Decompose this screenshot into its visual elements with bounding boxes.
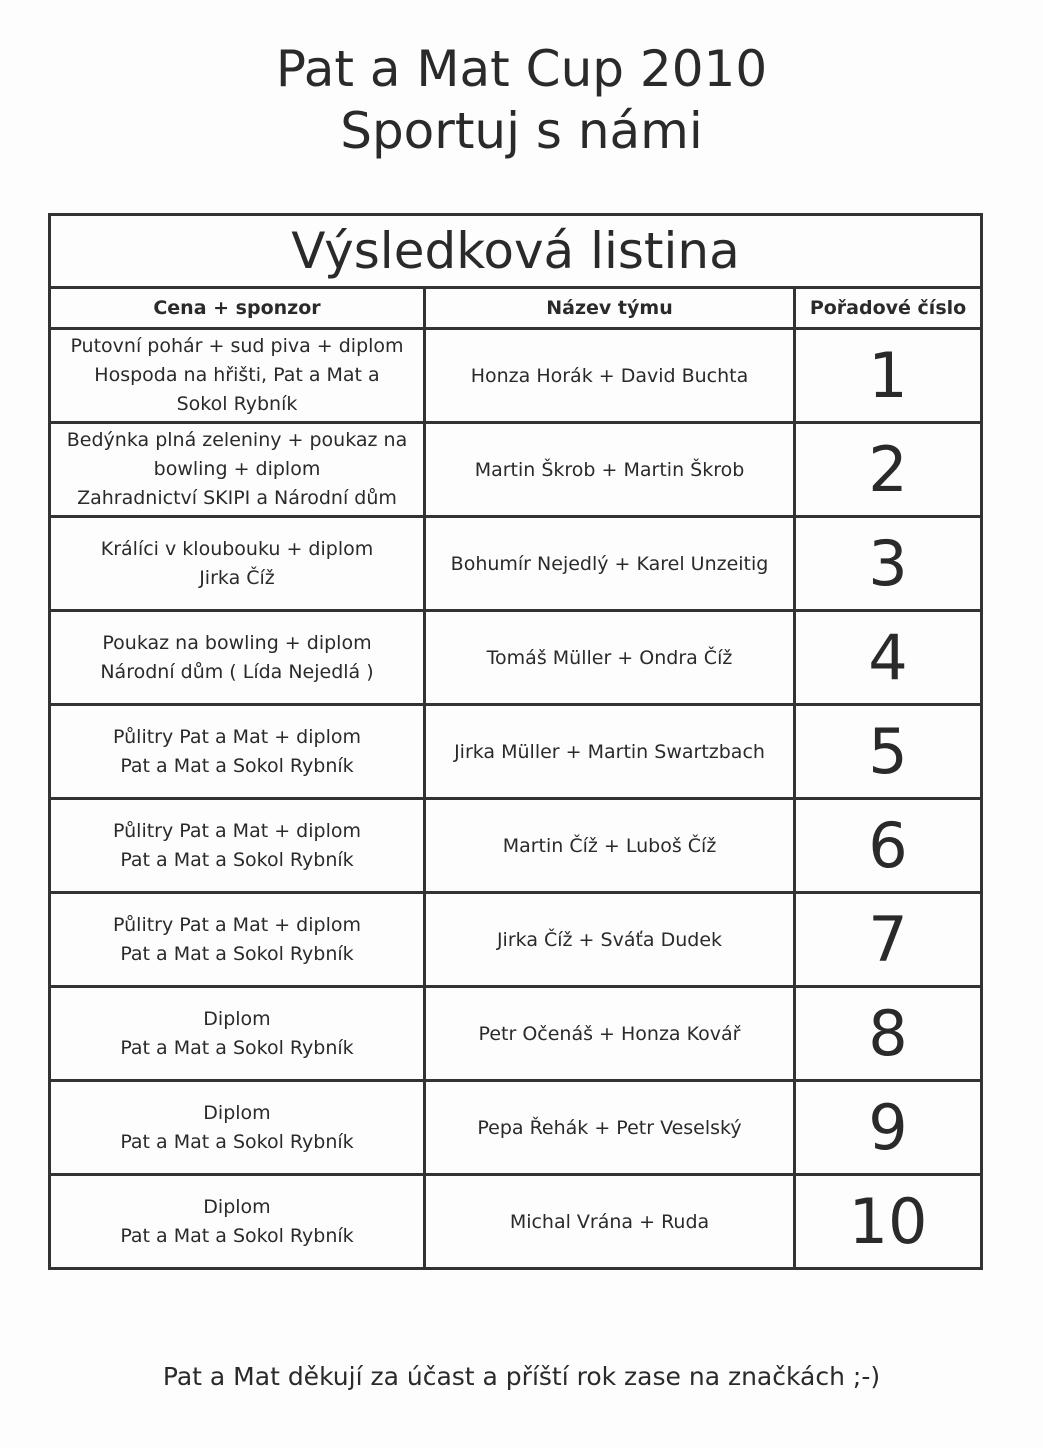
- rank-cell: 10: [795, 1175, 982, 1269]
- prize-line: Zahradnictví SKIPI a Národní dům: [77, 487, 397, 509]
- team-cell: Jirka Číž + Sváťa Dudek: [425, 893, 795, 987]
- results-table: [48, 213, 983, 1270]
- prize-line: Poukaz na bowling + diplom: [102, 631, 372, 654]
- prize-line: Pat a Mat a Sokol Rybník: [120, 1036, 354, 1059]
- prize-line: Půlitry Pat a Mat + diplom: [113, 819, 361, 842]
- table-row: [50, 423, 982, 517]
- header-prize: Cena + sponzor: [50, 288, 425, 329]
- rank-cell: 3: [795, 517, 982, 611]
- header-team: Název týmu: [425, 288, 795, 329]
- table-row: [50, 1175, 982, 1269]
- rank-cell: 7: [795, 893, 982, 987]
- prize-cell: [50, 893, 425, 987]
- prize-cell: [50, 611, 425, 705]
- title-line-1: Pat a Mat Cup 2010: [275, 40, 768, 98]
- table-row: [50, 329, 982, 423]
- team-cell: Pepa Řehák + Petr Veselský: [425, 1081, 795, 1175]
- team-cell: Bohumír Nejedlý + Karel Unzeitig: [425, 517, 795, 611]
- prize-cell: [50, 1081, 425, 1175]
- team-cell: Martin Škrob + Martin Škrob: [425, 423, 795, 517]
- prize-line: Půlitry Pat a Mat + diplom: [113, 725, 361, 748]
- team-cell: Petr Očenáš + Honza Kovář: [425, 987, 795, 1081]
- prize-line: Diplom: [203, 1007, 271, 1030]
- team-cell: Tomáš Müller + Ondra Číž: [425, 611, 795, 705]
- table-row: [50, 517, 982, 611]
- prize-cell: [50, 799, 425, 893]
- prize-cell: [50, 329, 425, 423]
- team-cell: Martin Číž + Luboš Číž: [425, 799, 795, 893]
- rank-cell: 8: [795, 987, 982, 1081]
- prize-line: Sokol Rybník: [176, 393, 298, 415]
- prize-cell: [50, 1175, 425, 1269]
- team-cell: Honza Horák + David Buchta: [425, 329, 795, 423]
- prize-line: Národní dům ( Lída Nejedlá ): [100, 660, 374, 683]
- rank-cell: 4: [795, 611, 982, 705]
- rank-cell: 9: [795, 1081, 982, 1175]
- header-rank: Pořadové číslo: [795, 288, 982, 329]
- prize-line: Hospoda na hřišti, Pat a Mat a: [94, 364, 380, 386]
- prize-line: Pat a Mat a Sokol Rybník: [120, 848, 354, 871]
- prize-line: Diplom: [203, 1195, 271, 1218]
- prize-cell: [50, 517, 425, 611]
- prize-cell: [50, 423, 425, 517]
- rank-cell: 5: [795, 705, 982, 799]
- prize-line: Putovní pohár + sud piva + diplom: [70, 335, 404, 357]
- table-row: [50, 799, 982, 893]
- team-cell: Michal Vrána + Ruda: [425, 1175, 795, 1269]
- table-row: [50, 611, 982, 705]
- prize-line: Jirka Číž: [199, 566, 275, 589]
- table-row: [50, 893, 982, 987]
- prize-cell: [50, 987, 425, 1081]
- prize-cell: [50, 705, 425, 799]
- prize-line: Pat a Mat a Sokol Rybník: [120, 942, 354, 965]
- prize-line: Králíci v kloubouku + diplom: [100, 537, 374, 560]
- table-row: [50, 987, 982, 1081]
- table-caption: Výsledková listina: [50, 215, 982, 288]
- document-title: [0, 38, 1043, 162]
- prize-line: Bedýnka plná zeleniny + poukaz na: [66, 429, 408, 451]
- prize-line: Pat a Mat a Sokol Rybník: [120, 754, 354, 777]
- rank-cell: 2: [795, 423, 982, 517]
- table-row: [50, 705, 982, 799]
- prize-line: Diplom: [203, 1101, 271, 1124]
- prize-line: Pat a Mat a Sokol Rybník: [120, 1130, 354, 1153]
- rank-cell: 1: [795, 329, 982, 423]
- team-cell: Jirka Müller + Martin Swartzbach: [425, 705, 795, 799]
- rank-cell: 6: [795, 799, 982, 893]
- footer-note: Pat a Mat děkují za účast a příští rok zase na značkách ;-): [162, 1362, 881, 1391]
- prize-line: bowling + diplom: [153, 458, 321, 480]
- prize-line: Pat a Mat a Sokol Rybník: [120, 1224, 354, 1247]
- table-row: [50, 1081, 982, 1175]
- prize-line: Půlitry Pat a Mat + diplom: [113, 913, 361, 936]
- title-line-2: Sportuj s námi: [340, 102, 703, 160]
